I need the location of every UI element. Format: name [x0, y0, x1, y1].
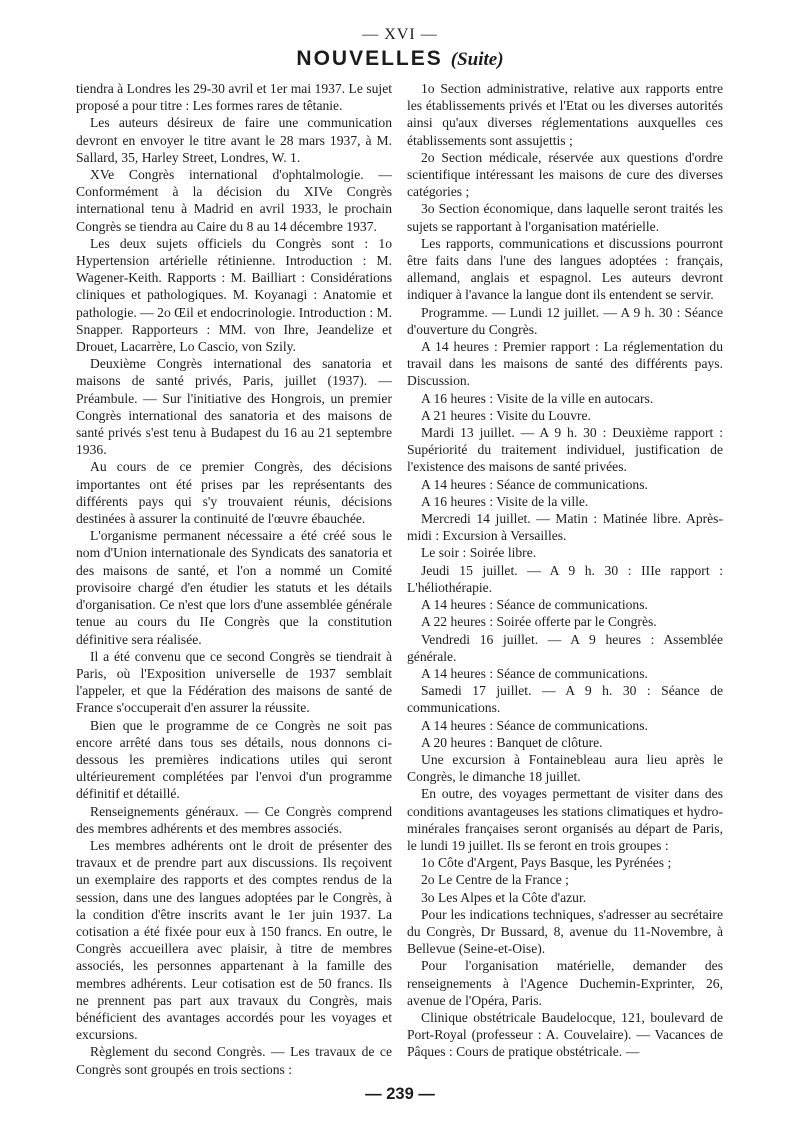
paragraph: Règlement du second Congrès. — Les travaux de ce Congrès sont groupés en trois sections : — [76, 1044, 392, 1077]
paragraph: A 16 heures : Visite de la ville en autocars. — [421, 390, 654, 406]
paragraph: Renseignements généraux. — Ce Congrès comprend des membres adhérents et des membres associés. — [76, 803, 392, 836]
paragraph: Au cours de ce premier Congrès, des décisions importantes ont été prises par les représentants des différents pays qui s'y trouvaient réunis, décisions destinées à assurer la continuité de l'œuvre ébauchée. — [76, 459, 392, 527]
paragraph: En outre, des voyages permettant de visiter dans des conditions avantageuses les stations climatiques et hydro-minérales françaises seront organisés au départ de Paris, le lundi 19 juillet. Ils se feront en trois groupes : — [407, 786, 723, 853]
paragraph: Jeudi 15 juillet. — A 9 h. 30 : IIIe rapport : L'héliothérapie. — [407, 562, 723, 595]
paragraph: 1o Section administrative, relative aux rapports entre les établissements privés et l'Etat ou les diverses autorités ainsi qu'aux diverses réglementations auxquelles ces établissements sont assujettis ; — [407, 81, 723, 148]
paragraph: Programme. — Lundi 12 juillet. — A 9 h. 30 : Séance d'ouverture du Congrès. — [407, 304, 723, 337]
page-number: — 239 — — [365, 1085, 435, 1103]
right-column — [407, 80, 723, 1061]
paragraph: Les membres adhérents ont le droit de présenter des travaux et de prendre part aux discussions. Ils reçoivent un exemplaire des rapports et des comptes rendus de la session, dans une des langues adoptées par le Congrès, à la condition d'être inscrits avant le 1er juin 1937. La cotisation a été fixée pour eux à 150 francs. En outre, le Congrès accueillera avec plaisir, à titre de membres associés, les personnes appartenant à la famille des membres adhérents. Leur cotisation est de 50 francs. Ils ne prennent pas part aux travaux du Congrès, mais bénéficient des avantages accordés pour les voyages et excursions. — [76, 837, 392, 1043]
paragraph: XVe Congrès international d'ophtalmologie. — Conformément à la décision du XIVe Congrès international tenu à Madrid en avril 1933, le prochain Congrès se tiendra au Caire du 8 au 14 décembre 1937. — [76, 167, 392, 234]
paragraph: Deuxième Congrès international des sanatoria et maisons de santé privés, Paris, juillet (1937). — Préambule. — Sur l'initiative des Hongrois, un premier Congrès international des sanatoria et des maisons de santé privés s'est tenu à Budapest du 16 au 21 septembre 1936. — [76, 356, 392, 458]
paragraph: Vendredi 16 juillet. — A 9 heures : Assemblée générale. — [407, 631, 723, 664]
paragraph: Mardi 13 juillet. — A 9 h. 30 : Deuxième rapport : Supériorité du traitement individuel, justification de l'existence des maisons de santé privées. — [407, 425, 723, 475]
page-title — [0, 47, 800, 70]
paragraph: A 20 heures : Banquet de clôture. — [421, 734, 603, 750]
paragraph: tiendra à Londres les 29-30 avril et 1er mai 1937. Le sujet proposé a pour titre : Les formes rares de têtanie. — [76, 81, 392, 114]
paragraph: L'organisme permanent nécessaire a été créé sous le nom d'Union internationale des Syndicats des sanatoria et des maisons de santé, et l'on a nommé un Comité provisoire chargé d'en étudier les statuts et les détails d'organisation. Ce n'est que lors d'une assemblée générale tenue au cours du IIe Congrès que la constitution définitive sera réalisée. — [76, 528, 392, 647]
title-suite: (Suite) — [450, 49, 504, 70]
page-roman-numeral: — XVI — — [362, 26, 438, 43]
paragraph: Il a été convenu que ce second Congrès se tiendrait à Paris, où l'Exposition universelle de 1937 semblait l'appeler, et que la Fédération des maisons de santé de France s'occuperait d'en assurer la réussite. — [76, 648, 392, 716]
paragraph: Une excursion à Fontainebleau aura lieu après le Congrès, le dimanche 18 juillet. — [407, 751, 723, 785]
paragraph: A 22 heures : Soirée offerte par le Congrès. — [421, 614, 657, 630]
paragraph: A 14 heures : Séance de communications. — [421, 717, 648, 733]
paragraph: Mercredi 14 juillet. — Matin : Matinée libre. Après-midi : Excursion à Versailles. — [407, 511, 723, 544]
title-text: NOUVELLES — [296, 47, 443, 70]
paragraph: 2o Le Centre de la France ; — [421, 872, 569, 888]
paragraph: Clinique obstétricale Baudelocque, 121, boulevard de Port-Royal (professeur : A. Couvelaire). — Vacances de Pâques : Cours de pratique obstétricale. — — [407, 1009, 723, 1060]
paragraph: Samedi 17 juillet. — A 9 h. 30 : Séance de communications. — [407, 683, 723, 716]
paragraph: A 14 heures : Séance de communications. — [421, 476, 648, 492]
paragraph: 3o Les Alpes et la Côte d'azur. — [421, 889, 587, 905]
paragraph: 2o Section médicale, réservée aux questions d'ordre scientifique intéressant les maisons de cure des diverses catégories ; — [407, 149, 723, 200]
left-column — [76, 80, 392, 1078]
paragraph: A 14 heures : Séance de communications. — [421, 665, 648, 681]
paragraph: A 21 heures : Visite du Louvre. — [421, 407, 591, 423]
paragraph: A 16 heures : Visite de la ville. — [421, 493, 589, 509]
paragraph: Les deux sujets officiels du Congrès sont : 1o Hypertension artérielle rétinienne. Introduction : M. Wagener-Keith. Rapports : M. Bailliart : Considérations cliniques et pathologiques. M. Koyanagi : Anatomie et pathologie. — 2o Œil et endocrinologie. Introduction : M. Snapper. Rapporteurs : MM. von Ihre, Jeandelize et Drouet, Lacarrère, Lo Cascio, von Szily. — [76, 235, 393, 355]
paragraph: Pour l'organisation matérielle, demander des renseignements à l'Agence Duchemin-Exprinter, 26, avenue de l'Opéra, Paris. — [407, 958, 723, 1008]
paragraph: Bien que le programme de ce Congrès ne soit pas encore arrêté dans tous ses détails, nous donnons ci-dessous les premières indications utiles qui seront ultérieurement complétées par l'envoi d'un programme définitif et détaillé. — [76, 717, 392, 802]
paragraph: 1o Côte d'Argent, Pays Basque, les Pyrénées ; — [421, 855, 672, 871]
paragraph: Les rapports, communications et discussions pourront être faits dans l'une des langues adoptées : français, allemand, anglais et espagnol. Les auteurs devront indiquer à l'avance la langue dont ils entendent se servir. — [407, 235, 723, 303]
paragraph: Le soir : Soirée libre. — [421, 545, 537, 561]
paragraph: 3o Section économique, dans laquelle seront traités les sujets se rapportant à l'organisation matérielle. — [407, 201, 723, 234]
paragraph: A 14 heures : Séance de communications. — [421, 597, 648, 613]
paragraph: Les auteurs désireux de faire une communication devront en envoyer le titre avant le 28 mars 1937, à M. Sallard, 35, Harley Street, Londres, W. 1. — [76, 115, 392, 165]
paragraph: A 14 heures : Premier rapport : La réglementation du travail dans les maisons de santé des différents pays. Discussion. — [407, 339, 723, 389]
paragraph: Pour les indications techniques, s'adresser au secrétaire du Congrès, Dr Bussard, 8, avenue du 11-Novembre, à Bellevue (Seine-et-Oise). — [407, 906, 723, 957]
